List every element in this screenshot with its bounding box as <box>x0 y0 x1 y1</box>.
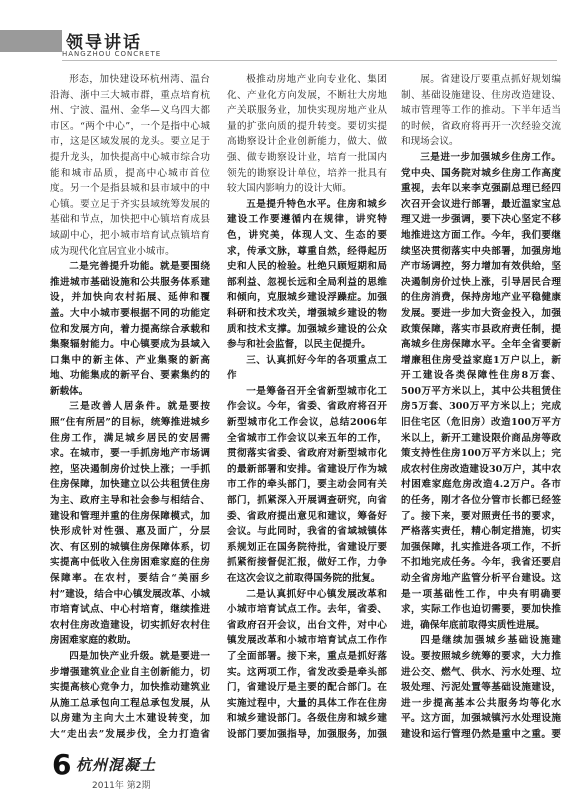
magazine-logo: 杭州混凝土 <box>76 756 157 774</box>
text-column-1 <box>50 72 210 742</box>
section-heading-paragraph: 三、认真抓好今年的各项重点工作 <box>227 354 387 382</box>
section-heading-paragraph: 三是改善人居条件。就是要按照“住有所居”的目标，统筹推进城乡住房工作，满足城乡居民的安居需求。在城市，要一手抓房地产市场调控，坚决遏制房价过快上涨；一手抓住房保障，加快建立以公共租赁住房为主、政府主导和社会参与相结合、建设和管理并重的住房保障模式，加快形成针对性强、惠及面广，分层次、有区别的城镇住房保障体系，切实提高中低收入住房困难家庭的住房保障率。在农村，要结合“美丽乡村”建设，结合中心镇发展改革、小城市培育试点、中心村培育，继续推进农村住房改造建设，切实抓好农村住房困难家庭的救助。 <box>50 401 210 647</box>
section-subtitle: HANGZHOU CONCRETE <box>62 50 162 58</box>
section-heading-paragraph: 五是提升特色水平。住房和城乡建设工作要遵循内在规律，讲究特色，讲究美，体现人文、生态的要求，传承文脉，尊重自然，经得起历史和人民的检验。杜绝只顾短期和局部利益、忽视长远和全局利益的思维和倾向，克服城乡建设浮躁症。加强科研和技术攻关，增强城乡建设的物质和技术支撑。加强城乡建设的公众参与和社会监督，以民主促提升。 <box>227 198 387 351</box>
section-heading-paragraph: 一是筹备召开全省新型城市化工作会议。今年，省委、省政府将召开新型城市化工作会议，总结2006年全省城市工作会议以来五年的工作，贯彻落实省委、省政府对新型城市化的最新部署和安排。省建设厅作为城市工作的牵头部门，要主动会同有关部门，抓紧深入开展调查研究，向省委、省政府提出意见和建议，筹备好会议。与此同时，我省的省域城镇体系规划正在国务院待批，省建设厅要抓紧衔接督促汇报，做好工作，力争在这次会议之前取得国务院的批复。 <box>227 385 387 584</box>
text-column-3 <box>401 72 561 742</box>
page-number: 6 <box>52 748 72 781</box>
page-header <box>0 0 587 60</box>
section-heading-paragraph: 三是进一步加强城乡住房工作。党中央、国务院对城乡住房工作高度重视，去年以来李克强副总理已经四次召开会议进行部署，最近温家宝总理又进一步强调，要下决心坚定不移地推进这方面工作。今年，我们要继续坚决贯彻落实中央部署，加强房地产市场调控，努力增加有效供给，坚决遏制房价过快上涨，引导居民合理的住房消费，保持房地产业平稳健康发展。要进一步加大资金投入，加强政策保障，落实市县政府责任制，提高城乡住房保障水平。全年全省要新增廉租住房受益家庭1万户以上，新开工建设各类保障性住房8万套、500万平方米以上，其中公共租赁住房5万套、300万平方米以上；完成旧住宅区（危旧房）改造100万平方米以上，新开工建设限价商品房等政策支持性住房100万平方米以上；完成农村住房改造建设30万户，其中农村困难家庭危房改造4.2万户。各市的任务，刚才各位分管市长都已经签了。接下来，要对照责任书的要求，严格落实责任，精心制定措施，切实加强保障，扎实推进各项工作，不折不扣地完成任务。今年，我省还要启动全省房地产监管分析平台建设。这是一项基础性工作，中央有明确要求，实际工作也迫切需要，要加快推进，确保年底前取得实质性进展。 <box>401 151 561 631</box>
header-rule <box>62 60 557 61</box>
text-column-2 <box>227 72 387 742</box>
header-decor-bar <box>0 30 62 52</box>
section-heading-paragraph: 四是加快产业升级。就是要进一步增强建筑业企业自主创新能力，切实提高核心竞争力，加快推动建筑业从施工总承包向工程总承包发展，从以房建为主向大土木建设转变，加大“走出去”发展步伐，全力打造省 <box>50 650 210 740</box>
section-title: 领导讲话 <box>66 33 142 53</box>
issue-label: 2011年 第2期 <box>92 781 151 791</box>
body-paragraph: 展。省建设厅要重点抓好规划编制、基础设施建设、住房改造建设、城市管理等工作的推动。下半年适当的时候，省政府将再开一次经验交流和现场会议。 <box>401 74 561 148</box>
body-paragraph: 极推动房地产业向专业化、集团化、产业化方向发展，不断壮大房地产关联服务业，加快实现房地产业从量的扩张向质的提升转变。要切实提高勘察设计企业创新能力，做大、做强、做专勘察设计业，培育一批国内领先的勘察设计单位，培养一批具有较大国内影响力的设计大师。 <box>227 74 387 195</box>
page-footer <box>0 748 587 801</box>
section-heading-paragraph: 四是继续加强城乡基础设施建设。要按照城乡统筹的要求，大力推进公交、燃气、供水、污水处理、垃圾处理、污泥处置等基础设施建设，进一步提高基本公共服务均等化水平。这方面，加强城镇污水处理设施建设和运行管理仍然是重中之重。要 <box>401 635 561 740</box>
body-paragraph: 形态，加快建设环杭州湾、温台沿海、浙中三大城市群，重点培育杭州、宁波、温州、金华—义乌四大都市区。“两个中心”，一个是指中心城市，这是区域发展的龙头。要立足于提升龙头，加快提高中心城市综合功能和城市品质，提高中心城市首位度。另一个是指县城和县市域中的中心镇。要立足于齐实县域统筹发展的基础和节点，加快把中心镇培育成县域副中心，把小城市培育试点镇培育成为现代化宜居宜业小城市。 <box>50 74 210 257</box>
section-heading-paragraph: 二是认真抓好中心镇发展改革和小城市培育试点工作。去年，省委、省政府召开会议，出台文件，对中心镇发展改革和小城市培育试点工作作了全面部署。接下来，重点是抓好落实。这两项工作，省发改委是牵头部门，省建设厅是主要的配合部门。在实施过程中，大量的具体工作在住房和城乡建设部门。各级住房和城乡建设部门要加强指导，加强服务，加强 <box>227 588 387 740</box>
section-heading-paragraph: 二是完善提升功能。就是要围绕推进城市基础设施和公共服务体系建设，并加快向农村拓展、延伸和覆盖。大中小城市要根据不同的功能定位和发展方向，着力提高综合承载和集聚辐射能力。中心镇要成为县域入口集中的新主体、产业集聚的新高地、功能集成的新平台、要素集约的新载体。 <box>50 261 210 397</box>
